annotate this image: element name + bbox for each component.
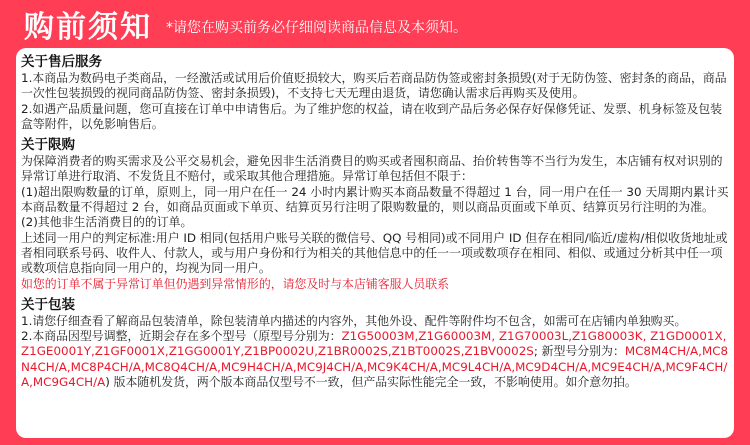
- paragraph: 1.请您仔细查看了解商品包装清单，除包装清单内描述的内容外，其他外设、配件等附件均不包含，如需可在店铺内单独购买。: [21, 313, 687, 328]
- section-heading: 关于限购: [21, 137, 75, 154]
- new-model-list: MC8M4CH/A,MC8N4CH/A,MC8P4CH/A,MC8Q4CH/A,MC9H4CH/A,MC9J4CH/A,MC9K4CH/A,MC9L4CH/A,MC9D4CH/A,MC9E4CH/A,MC9F4CH/A,MC9G4CH/A: [21, 344, 729, 390]
- notice-panel: [16, 48, 734, 438]
- models-suffix: ) 版本随机发货，两个版本商品仅型号不一致，但产品实际性能完全一致，不影响使用。如介意勿拍。: [105, 375, 637, 390]
- old-model-list: Z1G50003M,Z1G60003M, Z1G70003L,Z1G80003K, Z1GD0001X,Z1GE0001Y,Z1GF0001X,Z1GG0001Y,Z1BP0002U,Z1BR0002S,Z1BT0002S,Z1BV0002S: [21, 329, 727, 359]
- paragraph: 为保障消费者的购买需求及公平交易机会，避免因非生活消费目的购买或者囤积商品、抬价转售等不当行为发生，本店铺有权对识别的异常订单进行取消、不发货且不赔付，或采取其他合理措施。异常订单包括但不限于：: [21, 154, 723, 184]
- paragraph: (2)其他非生活消费目的的订单。: [21, 215, 193, 230]
- models-mid: ; 新型号分别为：: [533, 344, 625, 359]
- section-heading: 关于售后服务: [21, 54, 102, 70]
- paragraph: 1.本商品为数码电子类商品，一经激活或试用后价值贬损较大，购买后若商品防伪签或密封条损毁(对于无防伪签、密封条的商品，商品一次性包装损毁的视同商品防伪签、密封条损毁)，不支持七天无理由退货，请您确认需求后再购买及使用。: [21, 71, 727, 101]
- models-prefix: 2.本商品因型号调整，近期会存在多个型号（原型号分别为：: [21, 329, 342, 344]
- customer-service-note: 如您的订单不属于异常订单但仍遇到异常情形的，请您及时与本店铺客服人员联系: [21, 276, 450, 291]
- paragraph: 上述同一用户的判定标准:用户 ID 相同(包括用户账号关联的微信号、QQ 号相同)或不同用户 ID 但存在相同/临近/虚构/相似收货地址或者相同联系号码、收件人、付款人，或与用户身份和行为相关的其他信息中的任一一项或数项存在相同、相似、或通过分析其中任一项或数项信息指向同一用户的，均视为同一用户。: [21, 230, 728, 276]
- paragraph: (1)超出限购数量的订单，原则上，同一用户在任一 24 小时内累计购买本商品数量不得超过 1 台，同一用户在任一 30 天周期内累计买本商品数量不得超过 2 台，如商品页面或下单页、结算页另行注明了限购数量的，则以商品页面或下单页、结算页另行注明的为准。: [21, 184, 729, 215]
- header-bar: [0, 0, 750, 48]
- page-subtitle: *请您在购买前务必仔细阅读商品信息及本须知。: [166, 20, 467, 36]
- section-packaging: [21, 297, 730, 390]
- paragraph-models: [21, 329, 730, 390]
- section-after-sales: [21, 54, 730, 132]
- section-heading: 关于包装: [21, 296, 75, 313]
- paragraph: 2.如遇产品质量问题，您可直接在订单中申请售后。为了维护您的权益，请在收到产品后务必保存好保修凭证、发票、机身标签及包装盒等附件，以免影响售后。: [21, 101, 723, 131]
- section-purchase-limit: [21, 137, 730, 292]
- page-title: 购前须知: [24, 10, 152, 45]
